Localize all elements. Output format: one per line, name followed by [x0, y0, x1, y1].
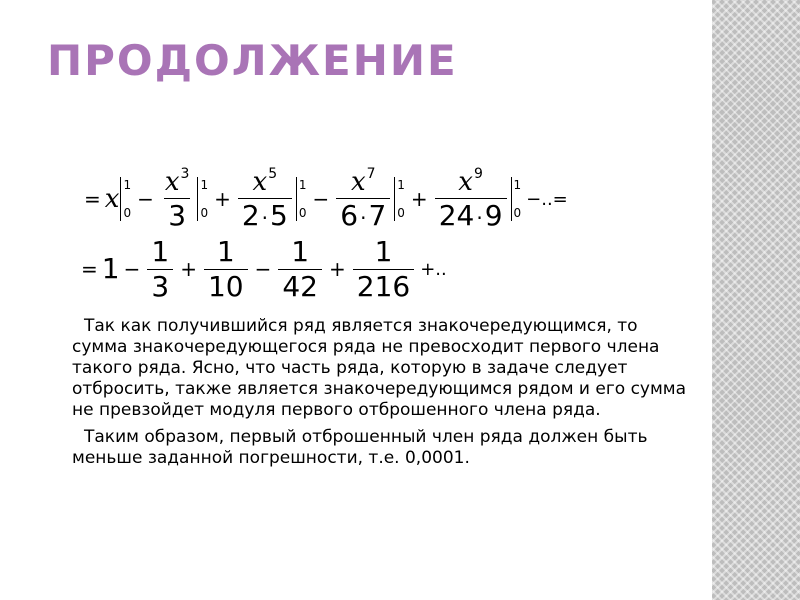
evaluation-bar	[197, 177, 208, 221]
denominator: 2 ·5	[238, 198, 292, 230]
equals-sign: =	[84, 187, 101, 211]
explanation-text	[72, 316, 692, 475]
operator: −	[137, 187, 154, 211]
denominator: 6 ·7	[336, 198, 390, 230]
evaluation-bar	[120, 177, 131, 221]
upper-limit: 1	[298, 178, 307, 192]
operator: +	[329, 257, 346, 281]
upper-limit: 1	[513, 178, 522, 192]
upper-limit: 1	[123, 178, 132, 192]
exponent: 5	[268, 166, 278, 183]
equals-sign: =	[81, 257, 98, 281]
fraction-1-over-216: $\frac{1}{216}$	[353, 237, 414, 301]
formula-series-integrated	[80, 163, 571, 235]
operator: +	[214, 187, 231, 211]
evaluation-bar	[296, 177, 307, 221]
operator: +	[180, 257, 197, 281]
fraction-x5-over-2x5: $\frac{x^5}{2 \cdot 5}$	[238, 167, 292, 231]
paragraph-conclusion: Таким образом, первый отброшенный член ряда должен быть меньше заданной погрешности, т.е. 0,0001.	[72, 427, 648, 468]
slide-title: ПРОДОЛЖЕНИЕ	[47, 36, 458, 85]
exponent: 9	[473, 166, 483, 183]
operator: −	[123, 257, 141, 281]
paragraph-alternating-series: Так как получившийся ряд является знакочередующимся, то сумма знакочередующегося ряда не превосходит первого члена такого ряда. Ясно, что часть ряда, которую в задаче следует отбросить, также является знакочередующимся рядом и его сумма не превзойдет модуля первого отброшенного члена ряда.	[72, 316, 687, 420]
fraction-x7-over-6x7: $\frac{x^7}{6 \cdot 7}$	[336, 167, 390, 231]
exponent: 7	[366, 166, 376, 183]
upper-limit: 1	[200, 178, 209, 192]
fraction-x9-over-24x9: $\frac{x^9}{24 \cdot 9}$	[435, 167, 507, 231]
lower-limit: 0	[397, 206, 405, 220]
series-continuation: +..	[420, 258, 447, 280]
series-continuation: −..=	[526, 188, 568, 210]
lower-limit: 0	[123, 206, 132, 220]
upper-limit: 1	[397, 178, 405, 192]
decorative-side-stripe	[712, 0, 800, 600]
fraction-x3-over-3: $\frac{x^3}{3}$	[164, 166, 190, 233]
formula-numeric-series	[77, 233, 450, 305]
operator: +	[410, 187, 428, 211]
lower-limit: 0	[200, 206, 209, 220]
lower-limit: 0	[298, 206, 307, 220]
evaluation-bar	[511, 177, 522, 221]
denominator: 3	[164, 198, 190, 230]
variable-x: x	[104, 184, 120, 214]
exponent: 3	[180, 166, 190, 183]
fraction-1-over-42: $\frac{1}{42}$	[278, 237, 322, 301]
evaluation-bar	[394, 177, 405, 221]
denominator: 24 ·9	[435, 198, 507, 230]
lower-limit: 0	[513, 206, 522, 220]
leading-one: 1	[101, 252, 120, 285]
operator: −	[312, 187, 330, 211]
fraction-1-over-3: $\frac{1}{3}$	[147, 237, 173, 301]
fraction-1-over-10: $\frac{1}{10}$	[204, 237, 248, 301]
operator: −	[254, 257, 272, 281]
